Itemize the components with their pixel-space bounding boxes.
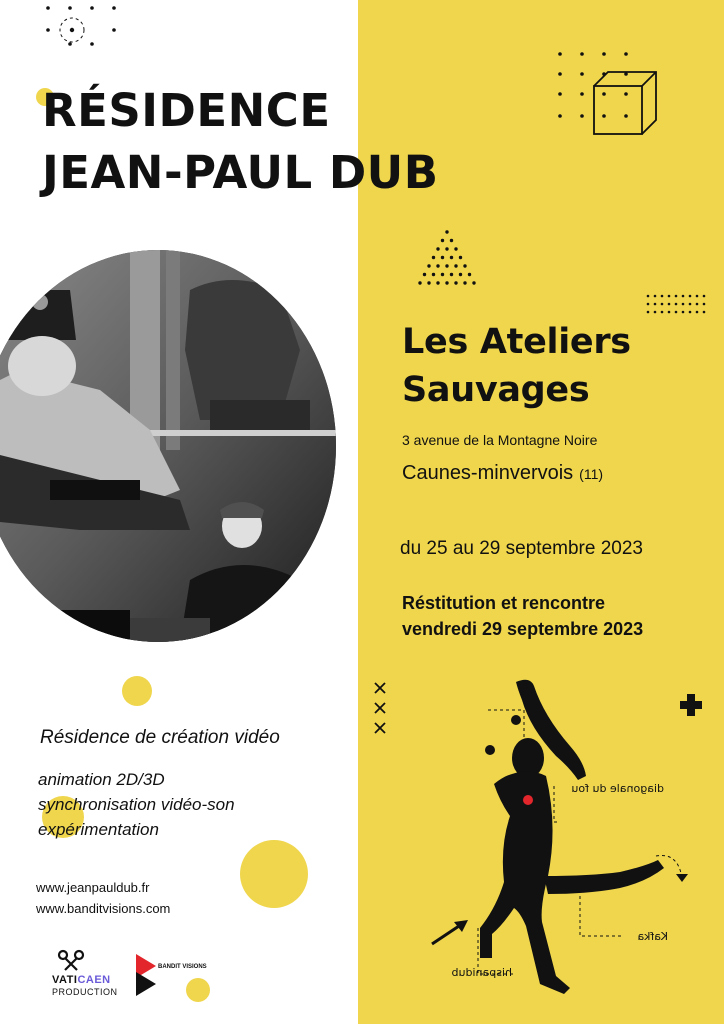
bandit-visions-logo-icon [134,952,158,998]
dotted-circle-icon [40,2,130,50]
figure-label-kafka: Kafka [637,930,668,943]
activity-item: expérimentation [38,820,159,839]
bandit-visions-logo: BANDIT VISIONS [158,964,207,970]
venue-department: (11) [579,466,604,482]
venue-city: Caunes-minvervois [402,462,574,484]
isometric-cube-icon [552,48,662,158]
venue-name [402,318,631,414]
photo-circle [0,250,336,642]
arrow-icon [432,920,468,944]
activity-item: synchronisation vidéo-son [38,795,235,814]
figure-label-diagonale: diagonale du fou [571,782,664,795]
title-line-1: RÉSIDENCE [42,84,331,137]
link-jeanpauldub[interactable]: www.jeanpauldub.fr [36,880,150,895]
figure-label-hispanidub: hispanidub [451,966,512,979]
link-banditvisions[interactable]: www.banditvisions.com [36,901,171,916]
vaticaen-word-1: VATI [52,974,78,986]
restitution-line-1: Réstitution et rencontre [402,593,606,613]
vaticaen-keys-logo-icon [56,948,86,972]
venue-city-line [402,462,603,485]
vaticaen-production: PRODUCTION [52,987,118,997]
event-dates: du 25 au 29 septembre 2023 [400,538,643,559]
restitution-block [402,590,643,642]
dancing-figure-illustration [420,676,720,1006]
title-line-2: JEAN-PAUL DUB [42,146,439,199]
cross-marks-icon [372,680,392,736]
website-links [36,877,170,919]
vaticaen-logo [52,974,111,986]
venue-name-line-2: Sauvages [402,370,590,410]
yellow-circle-small [122,676,152,706]
residency-photo [0,250,336,642]
restitution-line-2: vendredi 29 septembre 2023 [402,619,644,639]
activity-list [38,767,235,842]
venue-name-line-1: Les Ateliers [402,322,631,362]
vaticaen-word-2: CAEN [77,974,111,986]
activity-item: animation 2D/3D [38,770,165,789]
dotted-triangle-icon [412,226,482,290]
residency-type: Résidence de création vidéo [40,727,280,748]
yellow-circle-tiny [186,978,210,1002]
yellow-circle-large [240,840,308,908]
dot-grid-icon [644,292,708,320]
heart-dot [523,795,533,805]
venue-address: 3 avenue de la Montagne Noire [402,432,598,448]
